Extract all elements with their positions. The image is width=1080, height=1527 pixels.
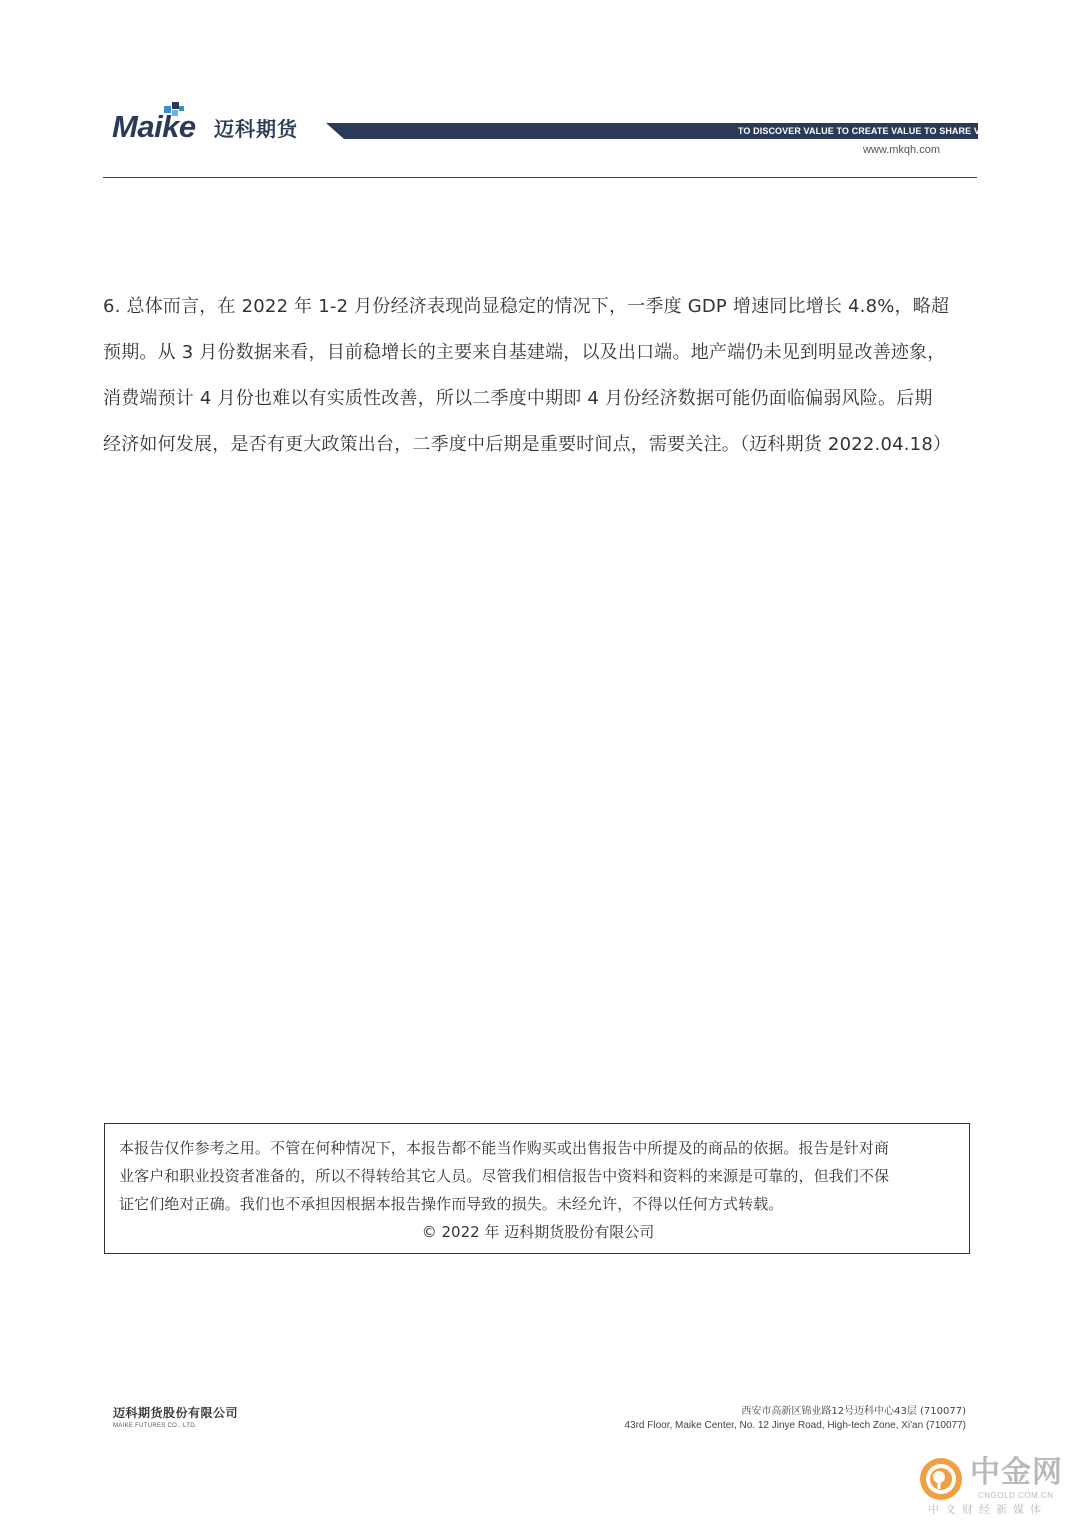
paragraph-line: 经济如何发展，是否有更大政策出台，二季度中后期是重要时间点，需要关注。（迈科期货 2022.04.18） <box>103 434 952 455</box>
watermark-title: 中金网 <box>970 1455 1063 1490</box>
logo-wordmark: Maike <box>112 109 196 144</box>
disclaimer-text <box>119 1134 959 1218</box>
body-paragraph <box>103 284 969 468</box>
watermark-subtitle: 中文财经新媒体 <box>928 1503 1047 1516</box>
header-website[interactable]: www.mkqh.com <box>862 144 940 156</box>
header-slogan: TO DISCOVER VALUE TO CREATE VALUE TO SHARE VALUE <box>738 126 1005 136</box>
disclaimer-line: 证它们绝对正确。我们也不承担因根据本报告操作而导致的损失。未经允许，不得以任何方式转载。 <box>119 1195 784 1213</box>
paragraph-line: 预期。从 3 月份数据来看，目前稳增长的主要来自基建端，以及出口端。地产端仍未见到明显改善迹象， <box>103 342 946 363</box>
footer-company-name: 迈科期货股份有限公司 <box>113 1406 239 1420</box>
header-divider <box>103 177 977 178</box>
disclaimer-line: 本报告仅作参考之用。不管在何种情况下，本报告都不能当作购买或出售报告中所提及的商品的依据。报告是针对商 <box>119 1139 890 1157</box>
footer-company-name-en: MAIKE FUTURES CO., LTD. <box>113 1423 197 1429</box>
logo-chinese-name: 迈科期货 <box>214 117 298 141</box>
paragraph-line: 消费端预计 4 月份也难以有实质性改善，所以二季度中期即 4 月份经济数据可能仍面临偏弱风险。后期 <box>103 388 933 409</box>
footer-address: 西安市高新区锦业路12号迈科中心43层 (710077) <box>741 1406 966 1417</box>
watermark-url: CNGOLD.COM.CN <box>978 1491 1054 1500</box>
paragraph-line: 6. 总体而言，在 2022 年 1-2 月份经济表现尚显稳定的情况下，一季度 GDP 增速同比增长 4.8%，略超 <box>103 296 950 317</box>
copyright-line: © 2022 年 迈科期货股份有限公司 <box>421 1223 655 1241</box>
cngold-logo-icon <box>918 1456 964 1502</box>
footer-address-en: 43rd Floor, Maike Center, No. 12 Jinye Road, High-tech Zone, Xi'an (710077) <box>624 1420 966 1431</box>
disclaimer-box <box>104 1123 970 1254</box>
disclaimer-line: 业客户和职业投资者准备的，所以不得转给其它人员。尽管我们相信报告中资料和资料的来源是可靠的，但我们不保 <box>119 1167 890 1185</box>
